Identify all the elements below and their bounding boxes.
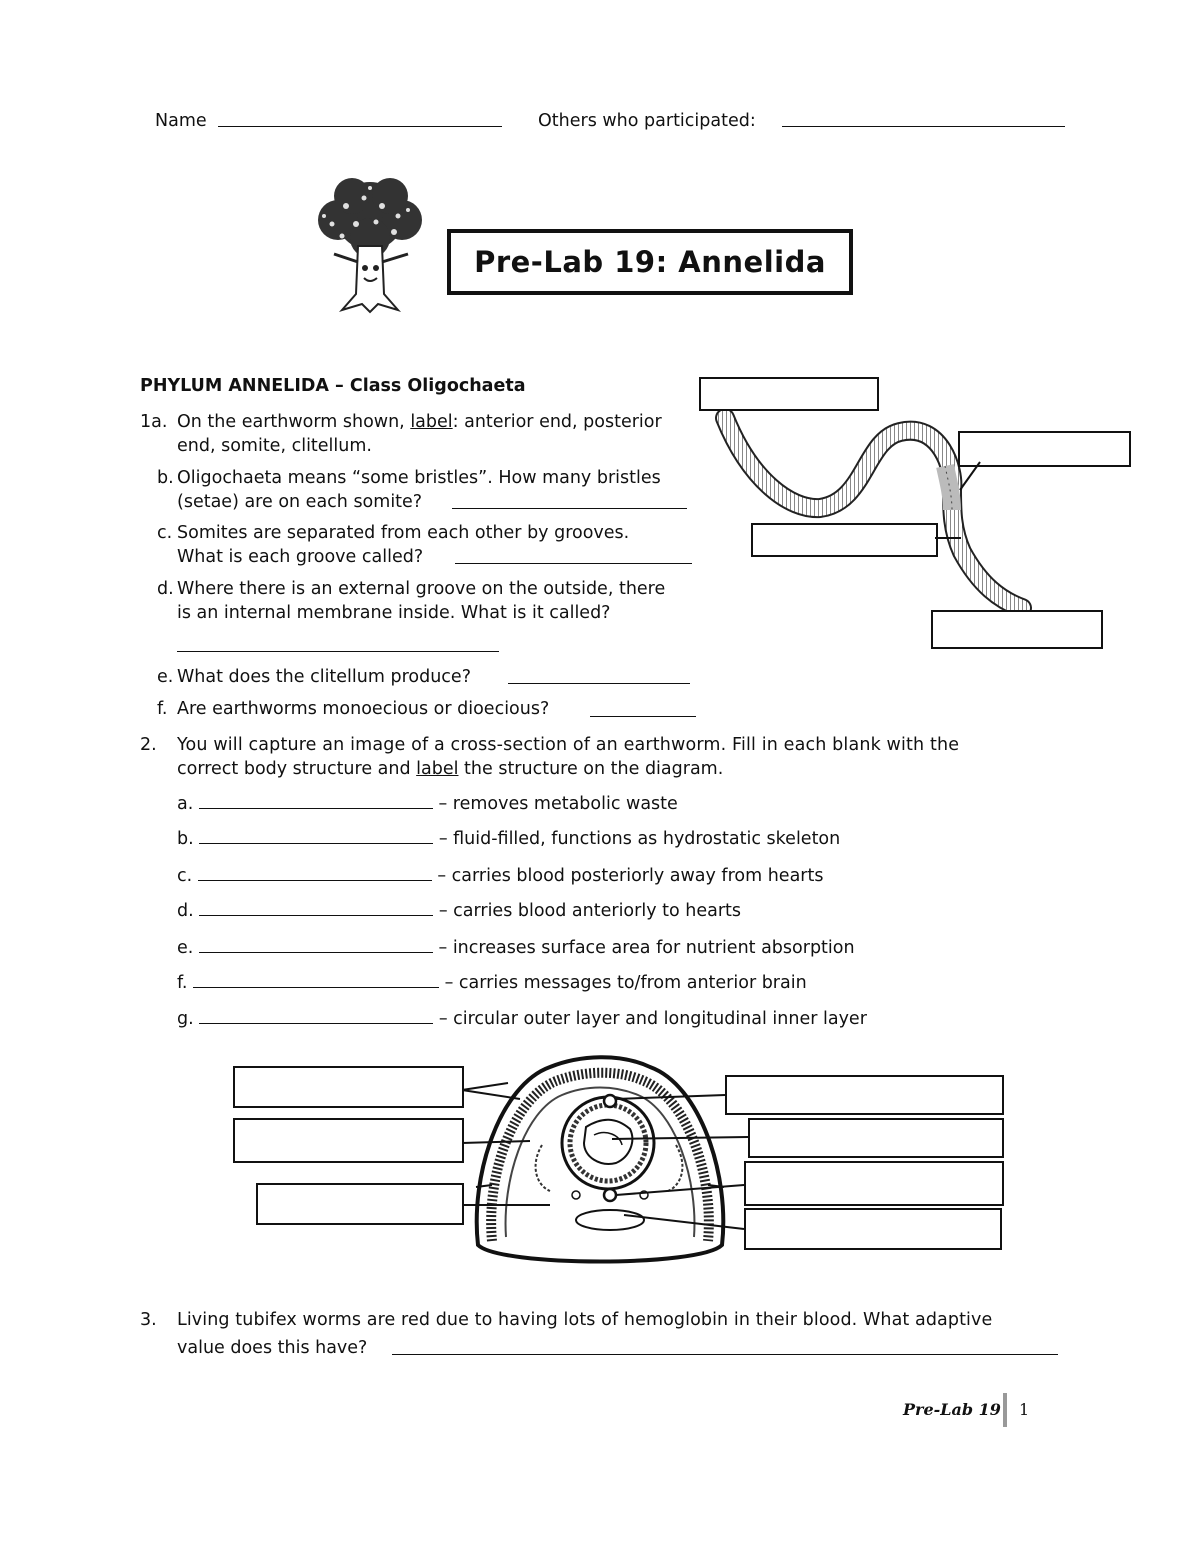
q1d-line2: is an internal membrane inside. What is it called? [177, 603, 611, 623]
q3-line2: value does this have? [177, 1338, 368, 1358]
q2-item-e: e. – increases surface area for nutrient absorption [177, 938, 855, 958]
q1a-number: 1a. [140, 412, 168, 432]
page-title: Pre-Lab 19: Annelida [447, 229, 853, 295]
q1b-line2: (setae) are on each somite? [177, 492, 423, 512]
xsection-label-box-left-1[interactable] [233, 1066, 464, 1108]
q2e-answer-field[interactable] [199, 936, 433, 953]
q1e-answer-field[interactable] [508, 683, 690, 684]
xsection-label-box-right-3[interactable] [744, 1161, 1004, 1206]
q2-line2: correct body structure and label the structure on the diagram. [177, 759, 724, 779]
xsection-label-box-right-1[interactable] [725, 1075, 1004, 1115]
q1b-answer-field[interactable] [452, 508, 687, 509]
q2-item-f: f. – carries messages to/from anterior brain [177, 973, 807, 993]
q1a-line2: end, somite, clitellum. [177, 436, 372, 456]
q1c-line2: What is each groove called? [177, 547, 424, 567]
q1e-text: What does the clitellum produce? [177, 667, 471, 687]
q2-item-g: g. – circular outer layer and longitudinal inner layer [177, 1009, 867, 1029]
q1d-answer-field[interactable] [177, 651, 499, 652]
xsection-label-box-right-4[interactable] [744, 1208, 1002, 1250]
worm-label-box-4[interactable] [931, 610, 1103, 649]
q2-number: 2. [140, 735, 157, 755]
worm-label-box-1[interactable] [699, 377, 879, 411]
worm-pointer-2 [950, 460, 990, 500]
q1b-number: b. [157, 468, 174, 488]
footer-label: Pre-Lab 19 [903, 1400, 1001, 1419]
q1d-line1: Where there is an external groove on the outside, there [177, 579, 666, 599]
q1f-answer-field[interactable] [590, 716, 696, 717]
q1c-number: c. [157, 523, 173, 543]
q1a-line1: On the earthworm shown, label: anterior end, posterior [177, 412, 662, 432]
q1f-text: Are earthworms monoecious or dioecious? [177, 699, 550, 719]
q2b-answer-field[interactable] [199, 827, 433, 844]
q1f-number: f. [157, 699, 168, 719]
worm-pointer-3 [935, 530, 965, 550]
xsection-label-box-left-3[interactable] [256, 1183, 464, 1225]
q2-item-d: d. – carries blood anteriorly to hearts [177, 901, 742, 921]
worm-label-box-3[interactable] [751, 523, 938, 557]
q2c-answer-field[interactable] [198, 864, 432, 881]
q3-line1: Living tubifex worms are red due to having lots of hemoglobin in their blood. What adaptive [177, 1310, 993, 1330]
q2-item-a: a. – removes metabolic waste [177, 794, 678, 814]
q2d-answer-field[interactable] [199, 899, 433, 916]
xsection-label-box-left-2[interactable] [233, 1118, 464, 1163]
q1c-answer-field[interactable] [455, 563, 692, 564]
q1c-line1: Somites are separated from each other by grooves. [177, 523, 630, 543]
q3-answer-field[interactable] [392, 1354, 1058, 1355]
others-field[interactable] [782, 126, 1065, 127]
q2a-answer-field[interactable] [199, 792, 433, 809]
q1b-line1: Oligochaeta means “some bristles”. How many bristles [177, 468, 661, 488]
section-heading: PHYLUM ANNELIDA – Class Oligochaeta [140, 376, 526, 396]
xsection-label-box-right-2[interactable] [748, 1118, 1004, 1158]
q2f-answer-field[interactable] [193, 971, 439, 988]
footer-divider [1003, 1393, 1007, 1427]
q1e-number: e. [157, 667, 174, 687]
q2-item-b: b. – fluid-filled, functions as hydrostatic skeleton [177, 829, 841, 849]
name-field[interactable] [218, 126, 502, 127]
name-label: Name [155, 111, 207, 131]
q2-line1: You will capture an image of a cross-section of an earthworm. Fill in each blank with the [177, 735, 960, 755]
tree-mascot-icon [312, 176, 428, 316]
page-number: 1 [1019, 1400, 1030, 1419]
q1d-number: d. [157, 579, 174, 599]
q3-number: 3. [140, 1310, 157, 1330]
q2g-answer-field[interactable] [199, 1007, 433, 1024]
q2-item-c: c. – carries blood posteriorly away from hearts [177, 866, 824, 886]
others-label: Others who participated: [538, 111, 756, 131]
